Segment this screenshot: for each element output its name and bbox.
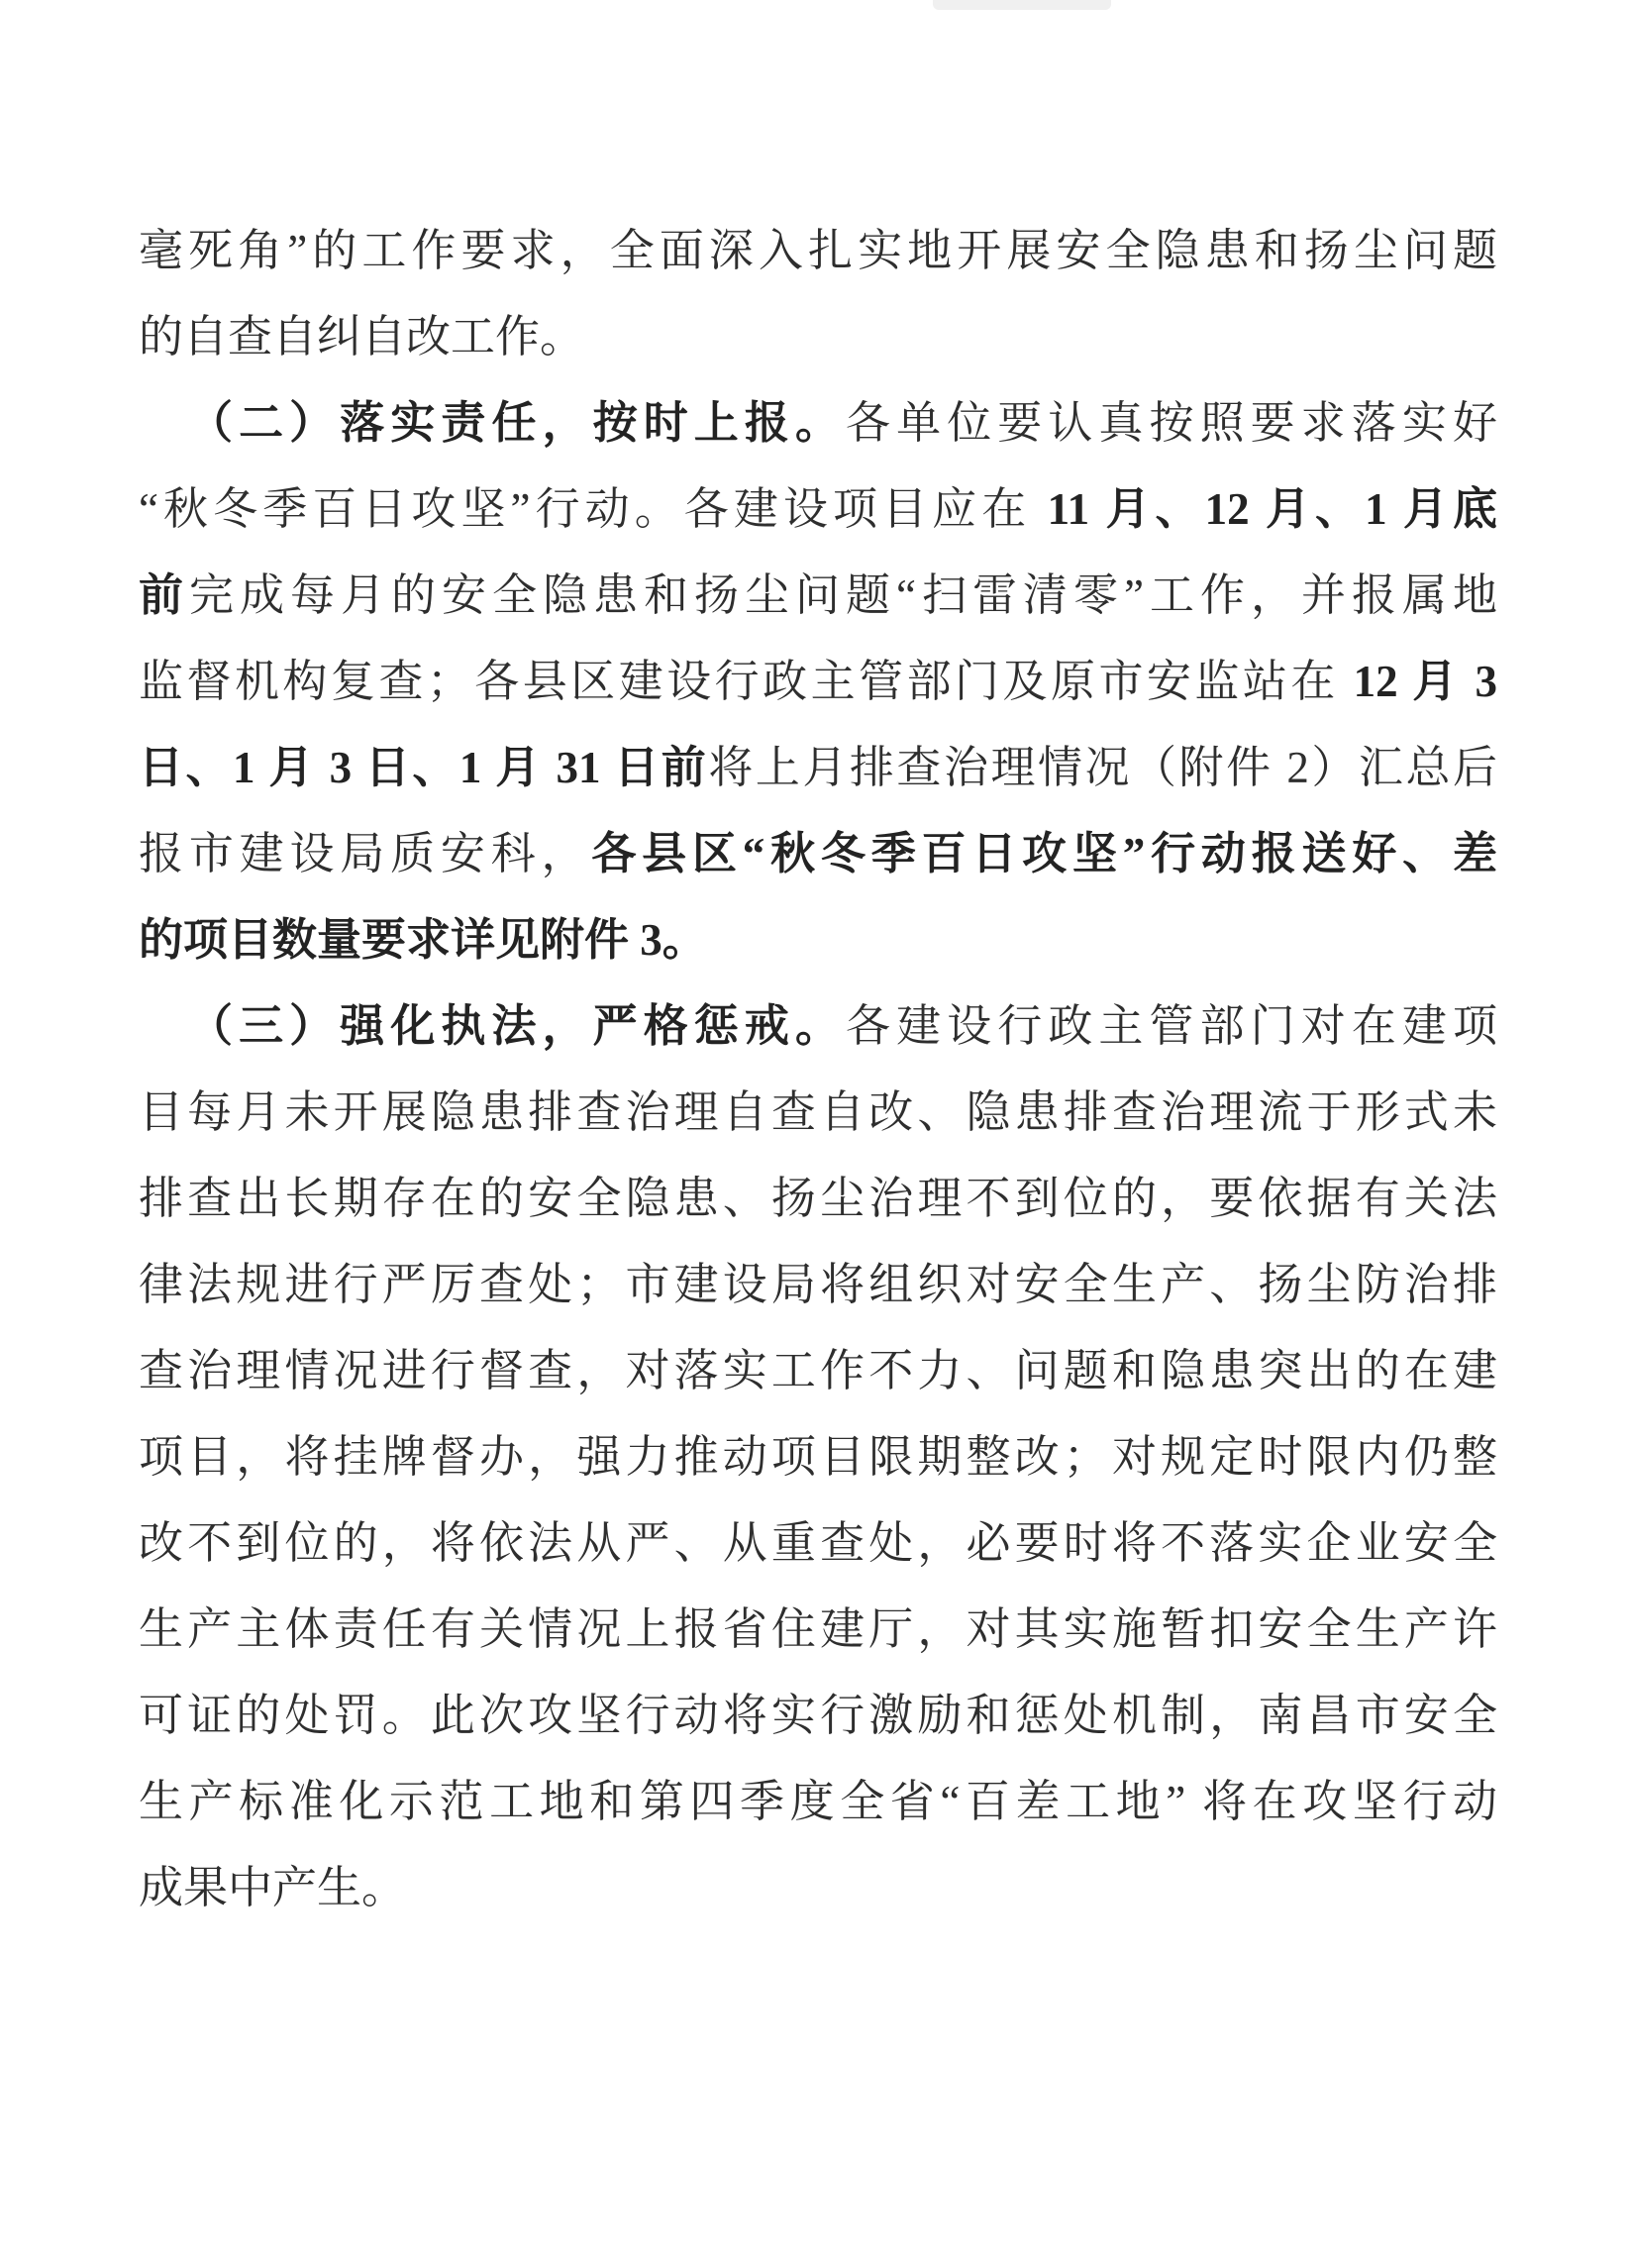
text-segment: 查治理情况进行督查，对落实工作不力、问题和隐患突出的在建: [139, 1346, 1497, 1395]
text-segment: 各单位要认真按照要求落实好: [846, 398, 1497, 448]
text-line: [139, 725, 1497, 811]
bold-text-segment: （三）强化执法，严格惩戒。: [188, 1001, 847, 1051]
text-line: [139, 1587, 1497, 1673]
text-segment: 毫死角”的工作要求，全面深入扎实地开展安全隐患和扬尘问题: [139, 226, 1497, 275]
text-segment: 的自查自纠自改工作。: [139, 312, 585, 361]
bold-text-segment: 的项目数量要求详见附件 3。: [139, 915, 707, 965]
text-line: [139, 1500, 1497, 1587]
text-line: [139, 639, 1497, 725]
bold-text-segment: 各县区“秋冬季百日攻坚”行动报送好、差: [591, 829, 1497, 878]
text-segment: 生产标准化示范工地和第四季度全省“百差工地” 将在攻坚行动: [139, 1777, 1497, 1826]
text-line: [139, 897, 1497, 983]
text-segment: 排查出长期存在的安全隐患、扬尘治理不到位的，要依据有关法: [139, 1174, 1497, 1223]
text-segment: 将上月排查治理情况（附件 2）汇总后: [708, 743, 1497, 792]
text-line: [139, 1242, 1497, 1328]
text-segment: 报市建设局质安科，: [139, 829, 592, 878]
text-segment: 监督机构复查；各县区建设行政主管部门及原市安监站在: [139, 657, 1354, 706]
text-segment: 改不到位的，将依法从严、从重查处，必要时将不落实企业安全: [139, 1518, 1497, 1568]
text-line: [139, 1759, 1497, 1845]
text-line: [139, 1328, 1497, 1414]
bold-text-segment: （二）落实责任，按时上报。: [188, 398, 847, 448]
bold-text-segment: 前: [139, 570, 190, 620]
text-line: [139, 1070, 1497, 1156]
text-segment: 项目，将挂牌督办，强力推动项目限期整改；对规定时限内仍整: [139, 1432, 1497, 1482]
bold-text-segment: 11 月、12 月、1 月底: [1047, 484, 1497, 534]
bold-text-segment: 12 月 3: [1353, 657, 1497, 706]
text-line: [139, 1156, 1497, 1242]
text-line: [139, 466, 1497, 553]
text-segment: 各建设行政主管部门对在建项: [846, 1001, 1497, 1051]
text-line: [139, 983, 1497, 1070]
text-block: [139, 208, 1497, 1931]
text-line: [139, 1414, 1497, 1500]
text-line: [139, 1845, 1497, 1931]
text-segment: 可证的处罚。此次攻坚行动将实行激励和惩处机制，南昌市安全: [139, 1691, 1497, 1740]
text-segment: “秋冬季百日攻坚”行动。各建设项目应在: [139, 484, 1048, 534]
text-line: [139, 811, 1497, 897]
text-line: [139, 208, 1497, 294]
text-segment: 成果中产生。: [139, 1863, 407, 1912]
text-line: [139, 1673, 1497, 1759]
text-segment: 律法规进行严厉查处；市建设局将组织对安全生产、扬尘防治排: [139, 1260, 1497, 1309]
text-segment: 完成每月的安全隐患和扬尘问题“扫雷清零”工作，并报属地: [189, 570, 1497, 620]
bold-text-segment: 日、1 月 3 日、1 月 31 日前: [139, 743, 709, 792]
text-segment: 目每月未开展隐患排查治理自查自改、隐患排查治理流于形式未: [139, 1087, 1497, 1137]
text-line: [139, 380, 1497, 466]
text-segment: 生产主体责任有关情况上报省住建厅，对其实施暂扣安全生产许: [139, 1604, 1497, 1654]
text-line: [139, 294, 1497, 380]
scan-artifact-top: [933, 0, 1111, 10]
text-line: [139, 553, 1497, 639]
